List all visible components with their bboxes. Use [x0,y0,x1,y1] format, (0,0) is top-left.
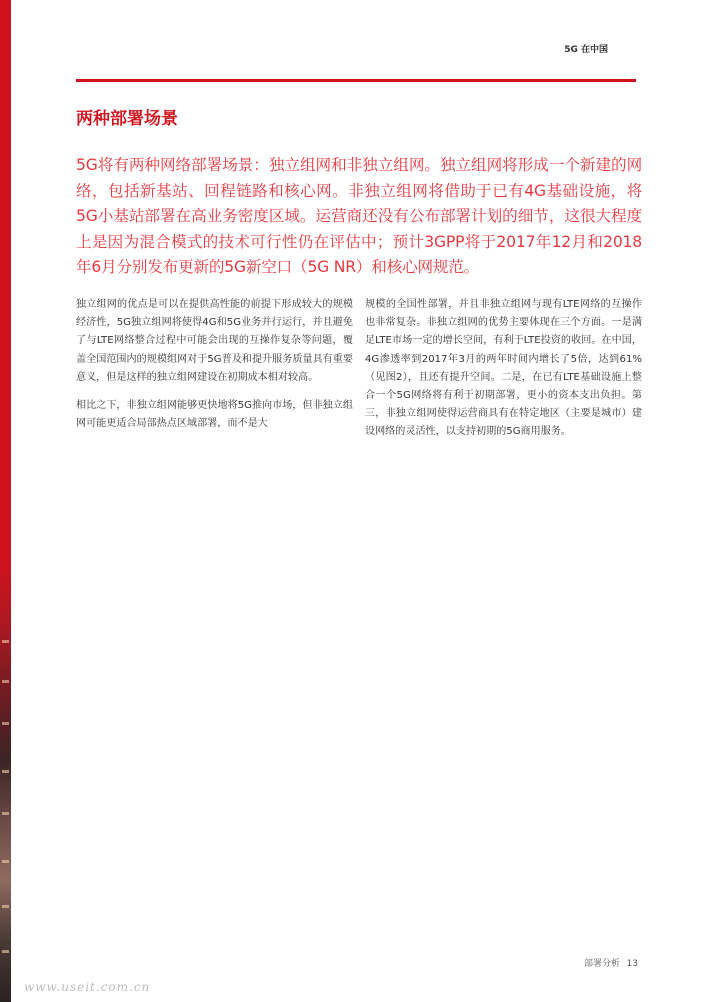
watermark: www.useit.com.cn [24,980,151,994]
section-heading: 两种部署场景 [76,109,178,129]
decorative-window [2,640,9,643]
footer-section-label: 部署分析 [583,959,620,969]
decorative-window [2,950,9,953]
header-rule [76,79,636,82]
body-column-left [76,296,353,443]
running-header: 5G 在中国 [564,45,608,55]
decorative-side-strip [0,0,11,1002]
body-paragraph: 相比之下，非独立组网能够更快地将5G推向市场，但非独立组网可能更适合局部热点区域部署，而不是大 [76,400,353,430]
decorative-window [2,680,9,683]
decorative-window [2,860,9,863]
decorative-window [2,812,9,815]
body-column-right [365,296,642,452]
decorative-window [2,905,9,908]
decorative-window [2,770,9,773]
body-paragraph: 规模的全国性部署，并且非独立组网与现有LTE网络的互操作也非常复杂。非独立组网的优势主要体现在三个方面。一是满足LTE市场一定的增长空间，有利于LTE投资的收回。在中国，4G渗透率到2017年3月的两年时间内增长了5倍，达到61%（见图2），且还有提升空间。二是，在已有LTE基础设施上整合一个5G网络将有利于初期部署，更小的资本支出负担。第三，非独立组网使得运营商具有在特定地区（主要是城市）建设网络的灵活性，以支持初期的5G商用服务。 [365,299,642,438]
decorative-window [2,722,9,725]
page-number: 13 [626,959,638,969]
body-paragraph: 独立组网的优点是可以在提供高性能的前提下形成较大的规模经济性，5G独立组网将使得4G和5G业务并行运行，并且避免了与LTE网络整合过程中可能会出现的互操作复杂等问题，覆盖全国范围内的规模组网对于5G普及和提升服务质量具有重要意义，但是这样的独立组网建设在初期成本相对较高。 [76,299,353,383]
lead-paragraph: 5G将有两种网络部署场景：独立组网和非独立组网。独立组网将形成一个新建的网络，包括新基站、回程链路和核心网。非独立组网将借助于已有4G基础设施，将5G小基站部署在高业务密度区域。运营商还没有公布部署计划的细节，这很大程度上是因为混合模式的技术可行性仍在评估中；预计3GPP将于2017年12月和2018年6月分别发布更新的5G新空口（5G NR）和核心网规范。 [76,156,642,277]
